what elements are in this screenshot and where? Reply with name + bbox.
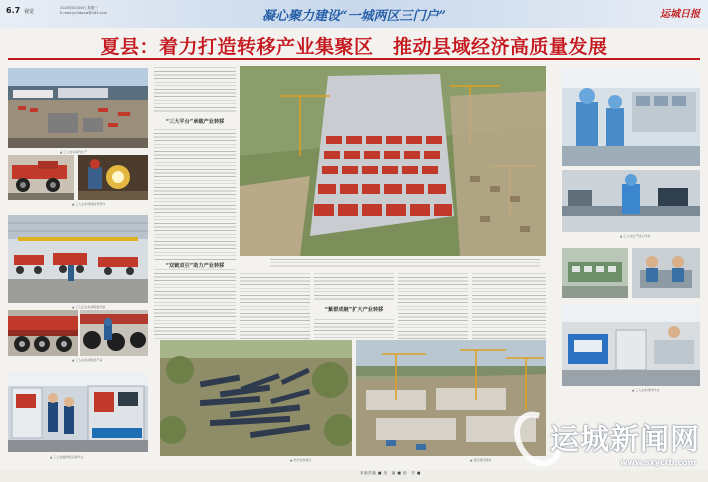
industrial-park-aerial-photo	[240, 66, 546, 256]
photo-caption: ▲ 工人在生产线上作业	[620, 234, 651, 238]
watermark-url: www.sxycrb.com	[620, 458, 696, 467]
workshop-interior-photo	[8, 215, 148, 303]
text-block	[472, 272, 546, 340]
headline-rule	[8, 58, 700, 60]
workshop-green-photo	[562, 248, 628, 298]
text-block	[314, 272, 394, 302]
photo-caption: ▲ 工人在数控机床前作业	[50, 455, 84, 459]
footer-bar	[0, 470, 708, 482]
meta-date: 2020年8月26日 星期三	[60, 6, 98, 10]
text-block	[398, 272, 468, 340]
photo-caption: ▲ 工人在车间焊接零部件	[72, 202, 106, 206]
footer-credits: 本版责编 ■ 美 编 ■ 校 对 ■	[360, 471, 421, 475]
photo-caption: ▲ 工人在车间内作业	[632, 388, 660, 392]
text-block	[550, 248, 560, 340]
headline: 夏县：着力打造转移产业集聚区 推动县域经济高质量发展	[100, 36, 608, 58]
subhead-dual-chain: “双链双引”助力产业转移	[165, 263, 225, 269]
assembly-line-worker-photo	[562, 170, 700, 232]
newspaper-logo: 运城日报	[660, 9, 700, 20]
cnc-workshop-photo	[8, 372, 148, 452]
photo-caption: ▲ 光伏发电项目	[290, 458, 312, 462]
parts-inspection-photo	[632, 248, 700, 298]
factory-yard-aerial-photo	[8, 68, 148, 148]
lab-workers-photo	[562, 68, 700, 166]
red-truck-assembly-photo	[8, 155, 74, 200]
trailer-axle-photo	[8, 310, 78, 356]
page-number: 6.7 视觉	[6, 6, 35, 15]
photo-caption: ▲ 工人正在车间组装设备	[72, 305, 106, 309]
photo-caption: ▲ 工人在车间组装产品	[72, 358, 103, 362]
page-section: 视觉	[24, 9, 35, 15]
subhead-platforms: “三大平台”承载产业转移	[165, 119, 225, 125]
meta-email: E-mail:ycrbtpxw@163.com	[60, 10, 108, 15]
photo-caption: ▲ 项目建设现场	[470, 458, 492, 462]
masthead-banner	[0, 0, 708, 28]
electronics-line-photo	[562, 304, 700, 386]
text-block	[154, 268, 236, 340]
watermark-brand: 运城新闻网	[549, 422, 700, 456]
text-block	[240, 272, 310, 340]
wheel-workers-photo	[80, 310, 148, 356]
caption-block	[270, 258, 540, 268]
series-title: 凝心聚力建设“一城两区三门户”	[262, 9, 446, 24]
text-block	[314, 318, 394, 340]
solar-farm-hillside-photo	[160, 340, 352, 456]
text-block	[562, 396, 700, 400]
welding-worker-photo	[78, 155, 148, 200]
subhead-cluster-chain: “紫群成链”扩大产业转移	[324, 307, 384, 313]
photo-caption: ▲ 工人在车间内生产	[60, 150, 88, 154]
text-block	[154, 128, 236, 262]
